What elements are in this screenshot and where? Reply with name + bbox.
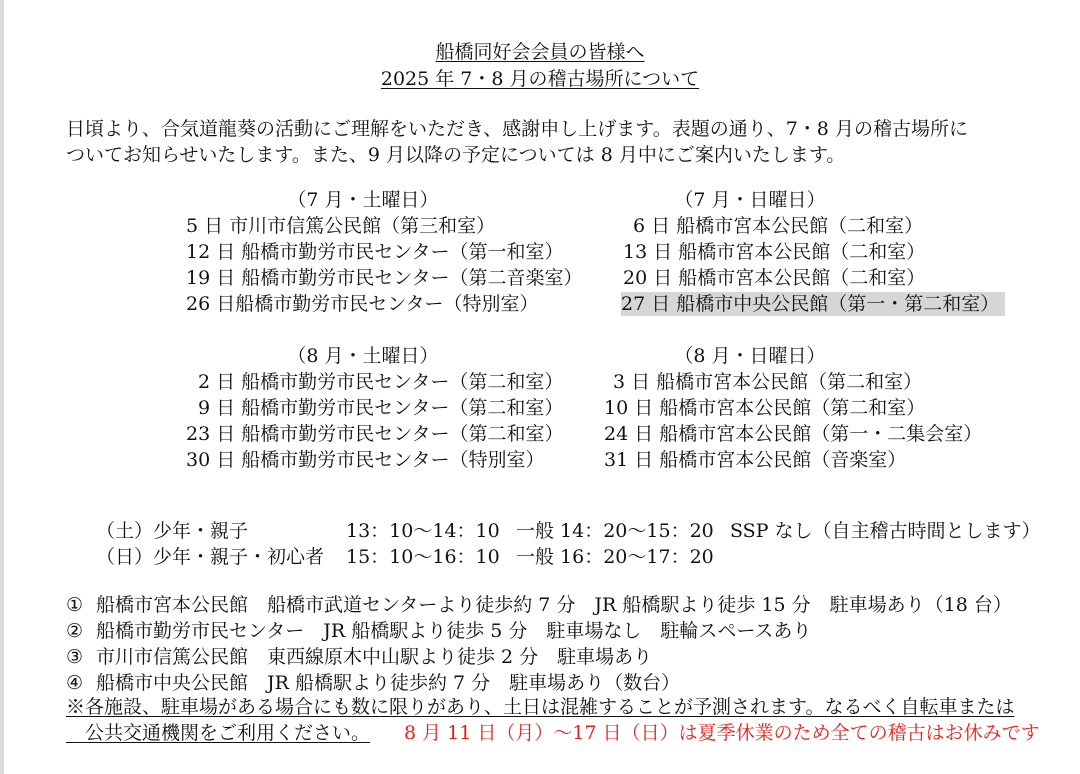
august-saturday-entry: 30 日 船橋市勤労市民センター（特別室） <box>186 449 545 471</box>
venue-number: ① <box>66 594 84 616</box>
august-saturday-header: （8 月・土曜日） <box>287 345 439 367</box>
july-saturday-entry: 12 日 船橋市勤労市民センター（第一和室） <box>186 241 564 263</box>
saturday-general-time: 一般 14：20～15：20 <box>516 520 714 542</box>
july-sunday-header: （7 月・日曜日） <box>674 189 826 211</box>
august-saturday-entry: 2 日 船橋市勤労市民センター（第二和室） <box>198 371 564 393</box>
venue-number: ② <box>66 620 84 642</box>
saturday-kids-time: 13：10～14：10 <box>346 520 500 542</box>
parking-note-line-2: 公共交通機関をご利用ください。 <box>66 722 371 744</box>
venue-number: ③ <box>66 646 84 668</box>
august-saturday-entry: 23 日 船橋市勤労市民センター（第二和室） <box>186 423 564 445</box>
summer-holiday-notice: 8 月 11 日（月）～17 日（日）は夏季休業のため全ての稽古はお休みです <box>404 722 1040 744</box>
venue-access-text: 船橋市勤労市民センター JR 船橋駅より徒歩 5 分 駐車場なし 駐輪スペースあり <box>96 620 812 642</box>
document-title-line-2: 2025 年 7・8 月の稽古場所について <box>380 68 700 90</box>
july-saturday-entry: 19 日 船橋市勤労市民センター（第二音楽室） <box>186 267 583 289</box>
intro-line-1: 日頃より、合気道龍葵の活動にご理解をいただき、感謝申し上げます。表題の通り、7・8 月の稽古場所に <box>66 118 968 140</box>
intro-line-2: ついてお知らせいたします。また、9 月以降の予定については 8 月中にご案内いたします。 <box>66 144 846 166</box>
sunday-time-label: （日）少年・親子・初心者 <box>96 546 325 568</box>
august-sunday-entry: 31 日 船橋市宮本公民館（音楽室） <box>604 449 907 471</box>
july-sunday-entry: 20 日 船橋市宮本公民館（二和室） <box>623 267 926 289</box>
july-sunday-entry-highlighted: 27 日 船橋市中央公民館（第一・第二和室） <box>621 292 1005 316</box>
sunday-kids-time: 15：10～16：10 <box>346 546 500 568</box>
july-sunday-entry: 13 日 船橋市宮本公民館（二和室） <box>623 241 926 263</box>
august-sunday-header: （8 月・日曜日） <box>674 345 826 367</box>
august-saturday-entry: 9 日 船橋市勤労市民センター（第二和室） <box>198 397 564 419</box>
venue-access-text: 市川市信篤公民館 東西線原木中山駅より徒歩 2 分 駐車場あり <box>96 646 653 668</box>
august-sunday-entry: 3 日 船橋市宮本公民館（第二和室） <box>613 371 923 393</box>
july-saturday-entry: 5 日 市川市信篤公民館（第三和室） <box>186 215 496 237</box>
document-title-line-1: 船橋同好会会員の皆様へ <box>435 41 645 63</box>
venue-access-text: 船橋市宮本公民館 船橋市武道センターより徒歩約 7 分 JR 船橋駅より徒歩 15 分 駐車場あり（18 台） <box>96 594 1012 616</box>
saturday-time-label: （土）少年・親子 <box>96 520 249 542</box>
august-sunday-entry: 10 日 船橋市宮本公民館（第二和室） <box>604 397 926 419</box>
july-sunday-entry: 6 日 船橋市宮本公民館（二和室） <box>633 215 924 237</box>
july-saturday-entry: 26 日船橋市勤労市民センター（特別室） <box>186 293 539 315</box>
parking-note-line-1: ※各施設、駐車場がある場合にも数に限りがあり、土日は混雑することが予測されます。なるべく自転車または <box>66 696 1015 718</box>
saturday-ssp-note: SSP なし（自主稽古時間とします） <box>730 520 1041 542</box>
venue-access-text-highlighted: 船橋市中央公民館 JR 船橋駅より徒歩約 7 分 駐車場あり（数台） <box>96 672 681 694</box>
page-left-border <box>0 0 4 774</box>
july-saturday-header: （7 月・土曜日） <box>287 189 439 211</box>
august-sunday-entry: 24 日 船橋市宮本公民館（第一・二集会室） <box>604 423 983 445</box>
venue-number: ④ <box>66 672 84 694</box>
sunday-general-time: 一般 16：20～17：20 <box>516 546 714 568</box>
